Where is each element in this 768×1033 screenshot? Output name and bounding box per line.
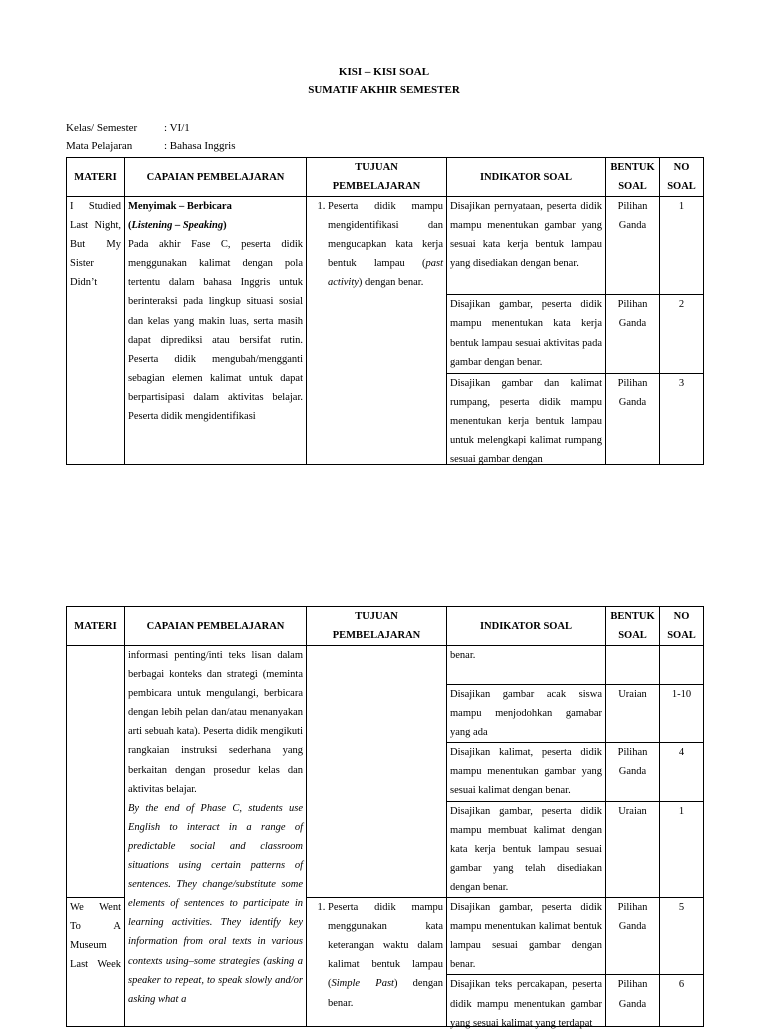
no-cell: 3 bbox=[660, 373, 704, 464]
bentuk-cell: Uraian bbox=[606, 801, 660, 897]
header-capaian: CAPAIAN PEMBELAJARAN bbox=[125, 607, 307, 646]
tujuan-list bbox=[310, 898, 443, 1013]
bentuk-cell: Pilihan Ganda bbox=[606, 898, 660, 975]
mapel-value: : Bahasa Inggris bbox=[164, 140, 236, 152]
kisi-table-page1 bbox=[66, 157, 704, 465]
no-cell: 6 bbox=[660, 975, 704, 1027]
indikator-cell: Disajikan pernyataan, peserta didik mampu menentukan gambar yang sesuai kata kerja bentuk lampau yang disediakan dengan benar. bbox=[447, 197, 606, 295]
header-capaian: CAPAIAN PEMBELAJARAN bbox=[125, 158, 307, 197]
table-row bbox=[67, 646, 704, 685]
tujuan-item: 1. Peserta didik mampu menggunakan kata keterangan waktu dalam kalimat bentuk lampau (Simple Past) dengan benar. bbox=[328, 898, 443, 1013]
no-cell: 1-10 bbox=[660, 685, 704, 743]
capaian-body: Pada akhir Fase C, peserta didik menggunakan kalimat dengan pola tertentu dalam bahasa Inggris untuk berinteraksi pada lingkup situasi sosial dan kelas yang makin luas, serta masih dapat diprediksi atau bersifat rutin. Peserta didik mengubah/mengganti sebagian elemen kalimat untuk dapat berpartisipasi dalam aktivitas belajar. Peserta didik mengidentifikasi bbox=[128, 239, 303, 423]
tujuan-item: 1. Peserta didik mampu mengidentifikasi dan mengucapkan kata kerja bentuk lampau (past activity) dengan benar. bbox=[328, 197, 443, 292]
header-bentuk: BENTUK SOAL bbox=[606, 607, 660, 646]
indikator-cell: benar. bbox=[447, 646, 606, 685]
bentuk-cell: Pilihan Ganda bbox=[606, 197, 660, 295]
indikator-cell: Disajikan gambar dan kalimat rumpang, peserta didik mampu menentukan kerja bentuk lampau untuk melengkapi kalimat rumpang sesuai gambar dengan bbox=[447, 373, 606, 464]
materi-cell bbox=[67, 646, 125, 898]
header-no: NO SOAL bbox=[660, 607, 704, 646]
table-header-row bbox=[67, 158, 704, 197]
table-row bbox=[67, 197, 704, 295]
header-tujuan: TUJUAN PEMBELAJARAN bbox=[307, 158, 447, 197]
materi-cell bbox=[67, 197, 125, 465]
no-cell: 1 bbox=[660, 801, 704, 897]
no-cell: 5 bbox=[660, 898, 704, 975]
header-no: NO SOAL bbox=[660, 158, 704, 197]
capaian-heading: Menyimak – Berbicara bbox=[128, 201, 232, 212]
bentuk-cell: Pilihan Ganda bbox=[606, 743, 660, 801]
tujuan-cell bbox=[307, 898, 447, 1027]
tujuan-cell bbox=[307, 197, 447, 465]
no-cell: 2 bbox=[660, 295, 704, 373]
kelas-value: : VI/1 bbox=[164, 122, 190, 134]
indikator-cell: Disajikan gambar, peserta didik mampu membuat kalimat dengan kata kerja bentuk lampau sesuai gambar yang telah disediakan dengan benar. bbox=[447, 801, 606, 897]
bentuk-cell: Pilihan Ganda bbox=[606, 373, 660, 464]
indikator-cell: Disajikan gambar, peserta didik mampu menentukan kata kerja bentuk lampau sesuai aktivitas pada gambar dengan benar. bbox=[447, 295, 606, 373]
capaian-continued: informasi penting/inti teks lisan dalam berbagai konteks dan strategi (meminta pembicara untuk mengulangi, berbicara dengan lebih pelan dan/atau menanyakan arti sebuah kata). Peserta didik mengikuti rangkaian instruksi sederhana yang berkaitan dengan prosedur kelas dan aktivitas belajar. bbox=[128, 650, 303, 795]
kisi-table-page2 bbox=[66, 606, 704, 1027]
no-cell: 1 bbox=[660, 197, 704, 295]
indikator-cell: Disajikan gambar acak siswa mampu menjodohkan gamabar yang ada bbox=[447, 685, 606, 743]
header-materi: MATERI bbox=[67, 607, 125, 646]
capaian-cell bbox=[125, 197, 307, 465]
tujuan-cell bbox=[307, 646, 447, 898]
header-materi: MATERI bbox=[67, 158, 125, 197]
no-cell bbox=[660, 646, 704, 685]
mapel-label: Mata Pelajaran bbox=[66, 140, 133, 152]
bentuk-cell bbox=[606, 646, 660, 685]
bentuk-cell: Uraian bbox=[606, 685, 660, 743]
indikator-cell: Disajikan gambar, peserta didik mampu menentukan kalimat bentuk lampau sesuai gambar dengan benar. bbox=[447, 898, 606, 975]
indikator-cell: Disajikan teks percakapan, peserta didik mampu menentukan gambar yang sesuai kalimat yang terdapat bbox=[447, 975, 606, 1027]
capaian-english: By the end of Phase C, students use English to interact in a range of predictable social and classroom situations using certain patterns of sentences. They change/substitute some elements of sentences to participate in learning activities. They identify key information from oral texts in various contexts using–some strategies (asking a speaker to repeat, to speak slowly and/or asking what a bbox=[128, 802, 303, 1005]
capaian-heading-en: (Listening – Speaking) bbox=[128, 220, 227, 232]
capaian-cell bbox=[125, 646, 307, 1027]
header-tujuan: TUJUAN PEMBELAJARAN bbox=[307, 607, 447, 646]
materi-cell bbox=[67, 898, 125, 1027]
bentuk-cell: Pilihan Ganda bbox=[606, 975, 660, 1027]
document-title: KISI – KISI SOAL bbox=[338, 66, 430, 78]
bentuk-cell: Pilihan Ganda bbox=[606, 295, 660, 373]
header-indikator: INDIKATOR SOAL bbox=[447, 158, 606, 197]
document-subtitle: SUMATIF AKHIR SEMESTER bbox=[308, 84, 460, 96]
materi-text: We Went To A Museum Last Week bbox=[70, 902, 121, 971]
header-indikator: INDIKATOR SOAL bbox=[447, 607, 606, 646]
kelas-label: Kelas/ Semester bbox=[66, 122, 138, 134]
tujuan-list bbox=[310, 197, 443, 292]
indikator-cell: Disajikan kalimat, peserta didik mampu menentukan gambar yang sesuai kalimat dengan benar. bbox=[447, 743, 606, 801]
table-header-row bbox=[67, 607, 704, 646]
no-cell: 4 bbox=[660, 743, 704, 801]
header-bentuk: BENTUK SOAL bbox=[606, 158, 660, 197]
materi-text: I Studied Last Night, But My Sister Didn’t bbox=[70, 201, 121, 289]
